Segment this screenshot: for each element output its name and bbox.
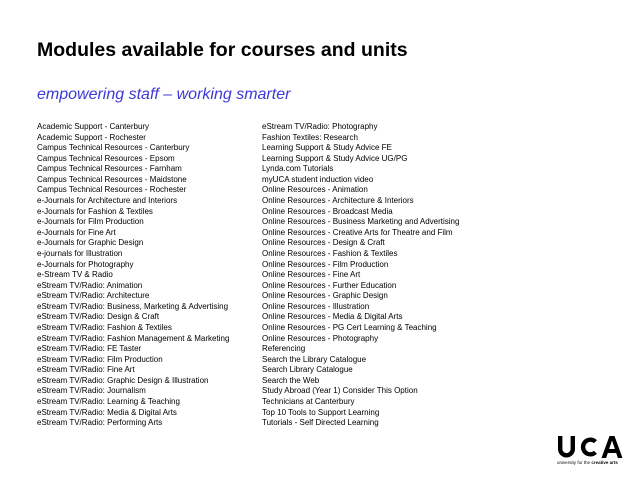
module-list-item: Online Resources - Creative Arts for Theatre and Film xyxy=(262,227,453,237)
module-list-item: Search the Web xyxy=(262,375,320,385)
module-list-item: Top 10 Tools to Support Learning xyxy=(262,407,380,417)
module-list-item: e-Journals for Architecture and Interiors xyxy=(37,196,178,206)
module-list-item: Campus Technical Resources - Maidstone xyxy=(37,174,187,184)
module-list-item: Online Resources - Architecture & Interiors xyxy=(262,196,414,206)
module-list-item: myUCA student induction video xyxy=(262,174,374,184)
module-list-item: e-Journals for Graphic Design xyxy=(37,238,144,248)
module-list-item: Online Resources - Media & Digital Arts xyxy=(262,312,403,322)
module-list-item: Online Resources - Illustration xyxy=(262,301,370,311)
module-list-item: Online Resources - Photography xyxy=(262,333,379,343)
module-list-item: eStream TV/Radio: Fashion & Textiles xyxy=(37,322,172,332)
uca-wordmark xyxy=(557,436,623,458)
module-list-item: eStream TV/Radio: Business, Marketing & Advertising xyxy=(37,301,229,311)
module-list-item: e-Journals for Fashion & Textiles xyxy=(37,206,153,216)
module-list-item: Online Resources - Animation xyxy=(262,185,368,195)
module-list-item: Online Resources - Design & Craft xyxy=(262,238,385,248)
module-list-item: Campus Technical Resources - Canterbury xyxy=(37,143,190,153)
module-list-item: Tutorials - Self Directed Learning xyxy=(262,418,379,428)
module-list-item: eStream TV/Radio: Fashion Management & Marketing xyxy=(37,333,230,343)
module-list-item: Learning Support & Study Advice UG/PG xyxy=(262,153,408,163)
module-list-item: eStream TV/Radio: Animation xyxy=(37,280,143,290)
module-list-item: eStream TV/Radio: Film Production xyxy=(37,354,163,364)
module-list-item: Online Resources - Business Marketing and Advertising xyxy=(262,217,460,227)
module-list-item: e-Stream TV & Radio xyxy=(37,270,113,280)
modules-list-right xyxy=(262,122,459,429)
module-list-item: e-Journals for Fine Art xyxy=(37,227,116,237)
uca-tagline-bold: creative arts xyxy=(591,460,618,465)
module-list-item: eStream TV/Radio: Journalism xyxy=(37,386,146,396)
module-list-item: Online Resources - Broadcast Media xyxy=(262,206,393,216)
module-list-item: eStream TV/Radio: Design & Craft xyxy=(37,312,160,322)
module-list-item: Learning Support & Study Advice FE xyxy=(262,143,392,153)
module-list-item: e-Journals for Film Production xyxy=(37,217,144,227)
module-list-item: eStream TV/Radio: FE Taster xyxy=(37,344,142,354)
module-list-item: Online Resources - Further Education xyxy=(262,280,397,290)
modules-list-left xyxy=(37,122,229,429)
module-list-item: Online Resources - Graphic Design xyxy=(262,291,388,301)
module-list-item: Online Resources - Fashion & Textiles xyxy=(262,248,398,258)
module-list-item: e-Journals for Photography xyxy=(37,259,134,269)
slide-title: Modules available for courses and units xyxy=(37,39,408,61)
slide-subtitle: empowering staff – working smarter xyxy=(37,86,291,103)
module-list-item: Referencing xyxy=(262,344,306,354)
module-list-item: eStream TV/Radio: Architecture xyxy=(37,291,150,301)
module-list-item: Search the Library Catalogue xyxy=(262,354,367,364)
module-list-item: Online Resources - Fine Art xyxy=(262,270,361,280)
module-list-item: Campus Technical Resources - Rochester xyxy=(37,185,187,195)
module-list-item: Online Resources - Film Production xyxy=(262,259,389,269)
module-list-item: eStream TV/Radio: Fine Art xyxy=(37,365,135,375)
module-list-item: eStream TV/Radio: Performing Arts xyxy=(37,418,163,428)
module-list-item: Campus Technical Resources - Epsom xyxy=(37,153,175,163)
uca-tagline xyxy=(557,460,618,465)
uca-logo xyxy=(557,436,623,468)
uca-tagline-prefix: university for the xyxy=(557,460,592,465)
module-list-item: e-journals for Illustration xyxy=(37,248,123,258)
module-list-item: Fashion Textiles: Research xyxy=(262,132,358,142)
module-list-item: Campus Technical Resources - Farnham xyxy=(37,164,182,174)
module-list-item: eStream TV/Radio: Media & Digital Arts xyxy=(37,407,177,417)
module-list-item: Lynda.com Tutorials xyxy=(262,164,334,174)
module-list-item: Online Resources - PG Cert Learning & Teaching xyxy=(262,322,437,332)
module-list-item: eStream TV/Radio: Graphic Design & Illustration xyxy=(37,375,209,385)
module-list-item: Academic Support - Canterbury xyxy=(37,122,150,131)
module-list-item: eStream TV/Radio: Learning & Teaching xyxy=(37,397,180,407)
module-list-item: eStream TV/Radio: Photography xyxy=(262,122,378,131)
module-list-item: Technicians at Canterbury xyxy=(262,397,355,407)
module-list-item: Academic Support - Rochester xyxy=(37,132,146,142)
module-list-item: Search Library Catalogue xyxy=(262,365,353,375)
module-list-item: Study Abroad (Year 1) Consider This Option xyxy=(262,386,418,396)
